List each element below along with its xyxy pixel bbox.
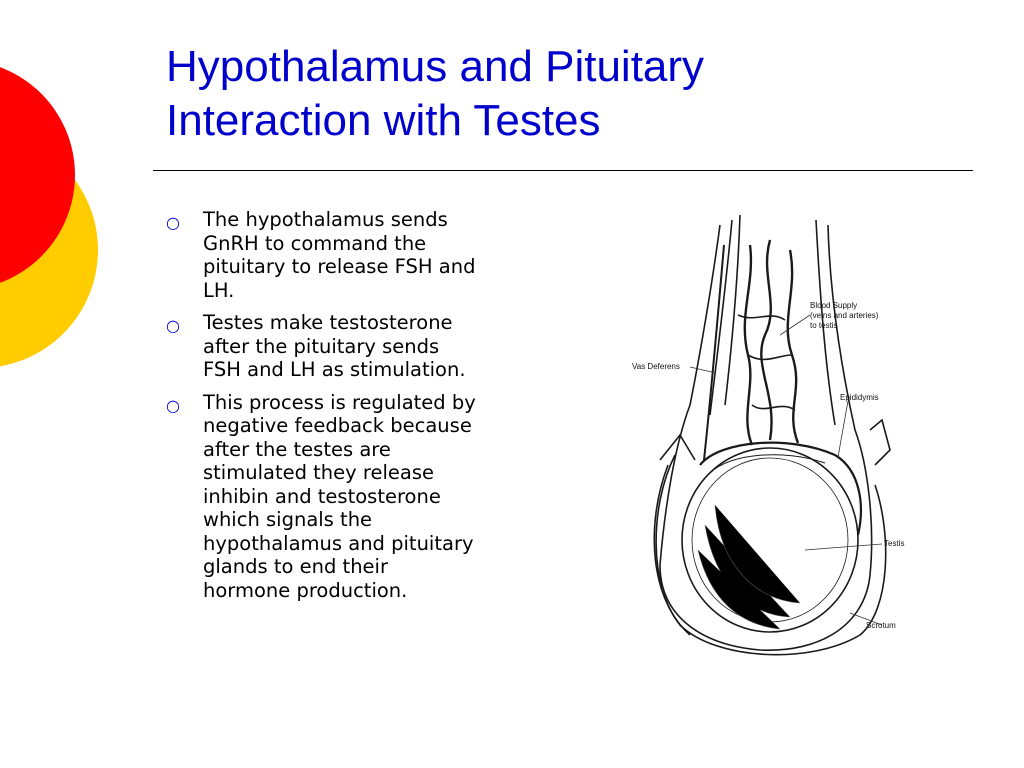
title-line: Interaction with Testes [166, 96, 601, 145]
bullet-line: Testes make testosterone [203, 311, 453, 334]
bullet-item [160, 391, 560, 603]
bullet-line: after the testes are [203, 437, 391, 461]
bullet-line: LH. [203, 278, 235, 302]
bullet-line: negative feedback because [203, 414, 472, 437]
label-epididymis: Epididymis [840, 393, 879, 402]
bullet-line: after the pituitary sends [203, 334, 440, 358]
testis-anatomy-diagram [620, 205, 920, 665]
bullet-line: glands to end their [203, 555, 388, 578]
decorative-circles [0, 0, 110, 400]
bullet-line: inhibin and testosterone [203, 484, 441, 508]
bullet-line: hormone production. [203, 578, 408, 602]
bullet-line: hypothalamus and pituitary [203, 531, 474, 555]
bullet-item [160, 311, 560, 382]
bullet-list [160, 208, 560, 611]
bullet-line: pituitary to release FSH and [203, 255, 476, 278]
label-scrotum: Scrotum [866, 621, 896, 630]
slide-title [166, 40, 966, 148]
label-testis: Testis [884, 539, 905, 548]
label-vas-deferens: Vas Deferens [632, 362, 680, 371]
label-blood-supply: (veins and arteries) [810, 311, 879, 320]
bullet-line: GnRH to command the [203, 231, 427, 255]
title-line: Hypothalamus and Pituitary [166, 42, 705, 91]
bullet-line: stimulated they release [203, 461, 435, 484]
title-divider [153, 170, 973, 171]
bullet-line: The hypothalamus sends [203, 208, 448, 231]
bullet-circle-icon: ○ [166, 316, 180, 335]
label-blood-supply: Blood Supply [810, 301, 858, 310]
bullet-item [160, 208, 560, 302]
bullet-circle-icon: ○ [166, 213, 180, 232]
bullet-line: which signals the [203, 508, 373, 531]
label-blood-supply: to testis [810, 321, 838, 330]
bullet-circle-icon: ○ [166, 395, 180, 415]
bullet-line: This process is regulated by [203, 390, 476, 414]
bullet-line: FSH and LH as stimulation. [203, 358, 466, 381]
